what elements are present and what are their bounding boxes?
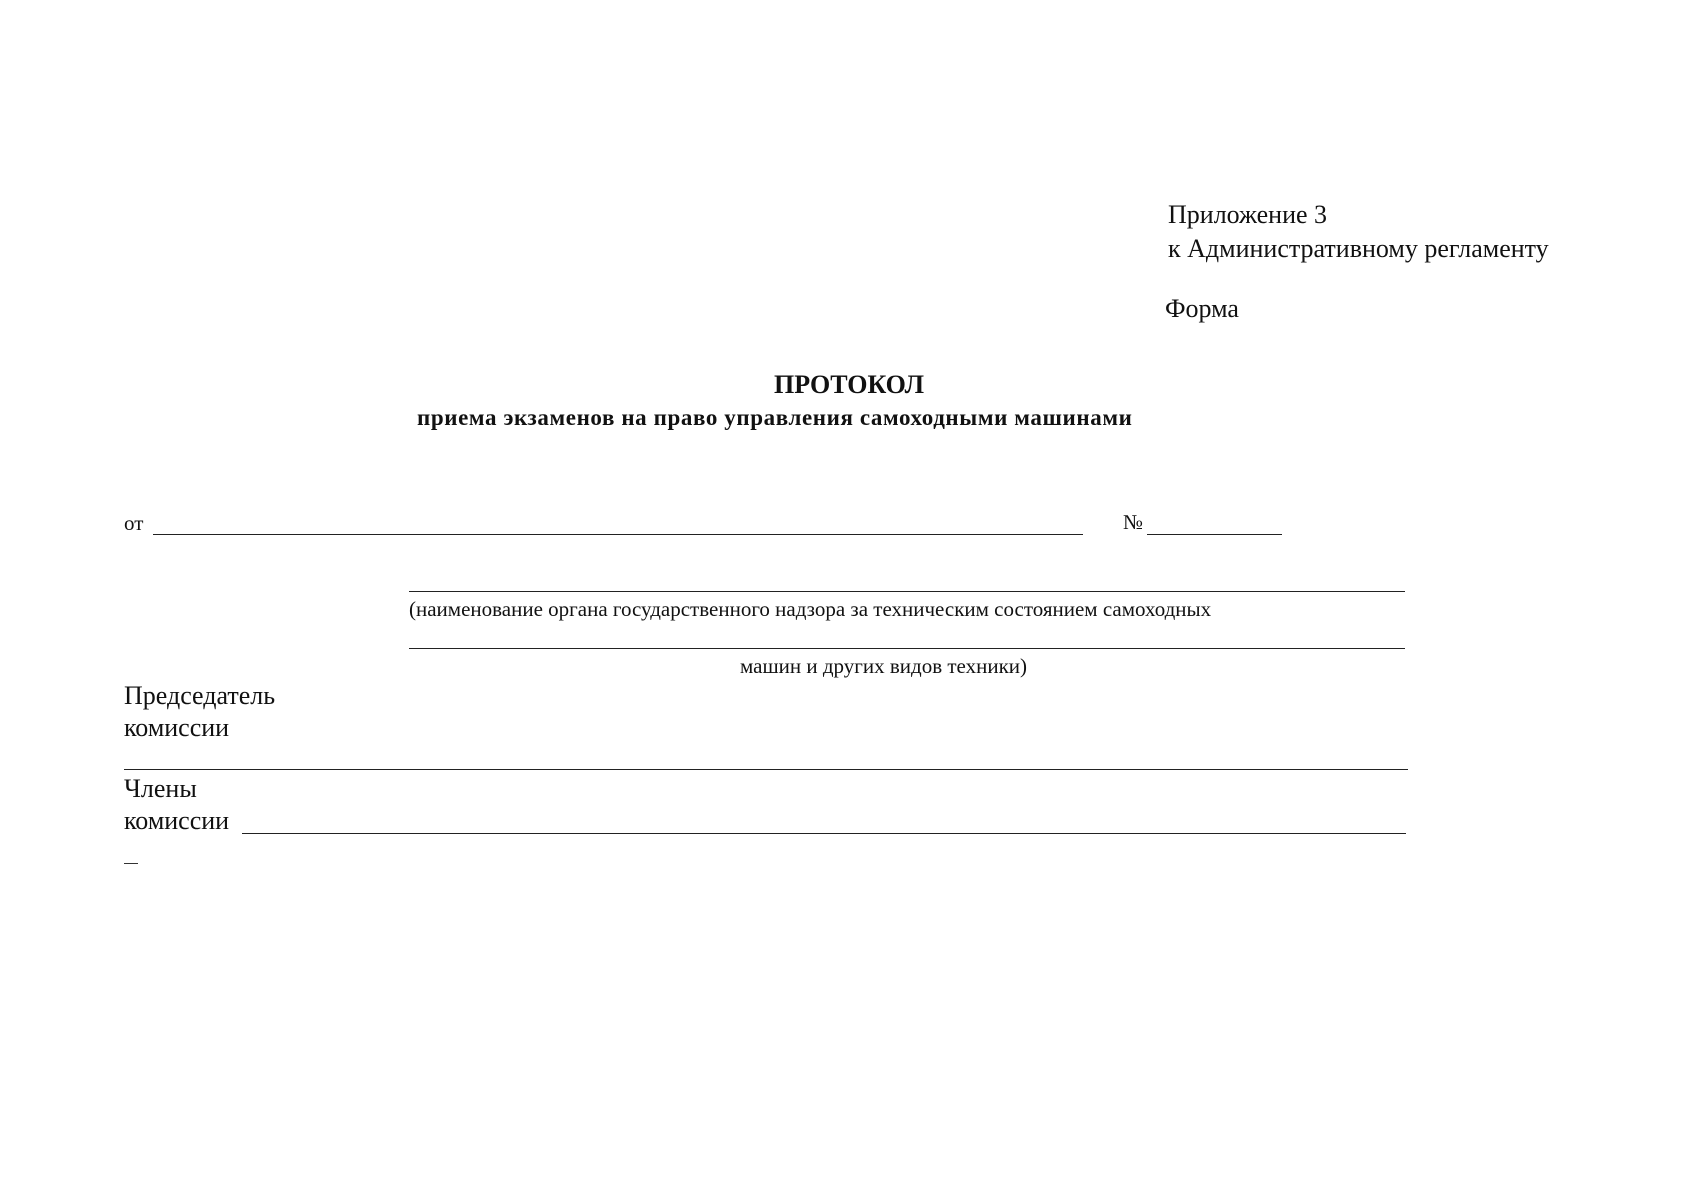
document-subtitle: приема экзаменов на право управления самоходными машинами (417, 405, 1133, 430)
authority-name-line-1[interactable] (409, 591, 1405, 592)
members-field-line[interactable] (242, 833, 1406, 834)
authority-caption-line-2: машин и других видов техники) (740, 654, 1027, 678)
number-field-line[interactable] (1147, 534, 1282, 535)
chairman-label-line-2: комиссии (124, 713, 230, 742)
chairman-label-line-1: Председатель (124, 681, 276, 710)
authority-caption-line-1: (наименование органа государственного надзора за техническим состоянием самоходных (409, 597, 1212, 621)
number-prefix: № (1123, 510, 1144, 534)
authority-name-line-2[interactable] (409, 648, 1405, 649)
stray-dash-mark (124, 863, 138, 864)
regulation-label: к Административному регламенту (1168, 234, 1549, 263)
date-field-line[interactable] (153, 534, 1083, 535)
form-label: Форма (1165, 294, 1239, 323)
document-title: ПРОТОКОЛ (774, 370, 924, 399)
date-prefix: от (124, 511, 144, 535)
members-label-line-1: Члены (124, 774, 197, 803)
chairman-field-line[interactable] (124, 769, 1408, 770)
appendix-label: Приложение 3 (1168, 200, 1328, 229)
members-label-line-2: комиссии (124, 806, 230, 835)
